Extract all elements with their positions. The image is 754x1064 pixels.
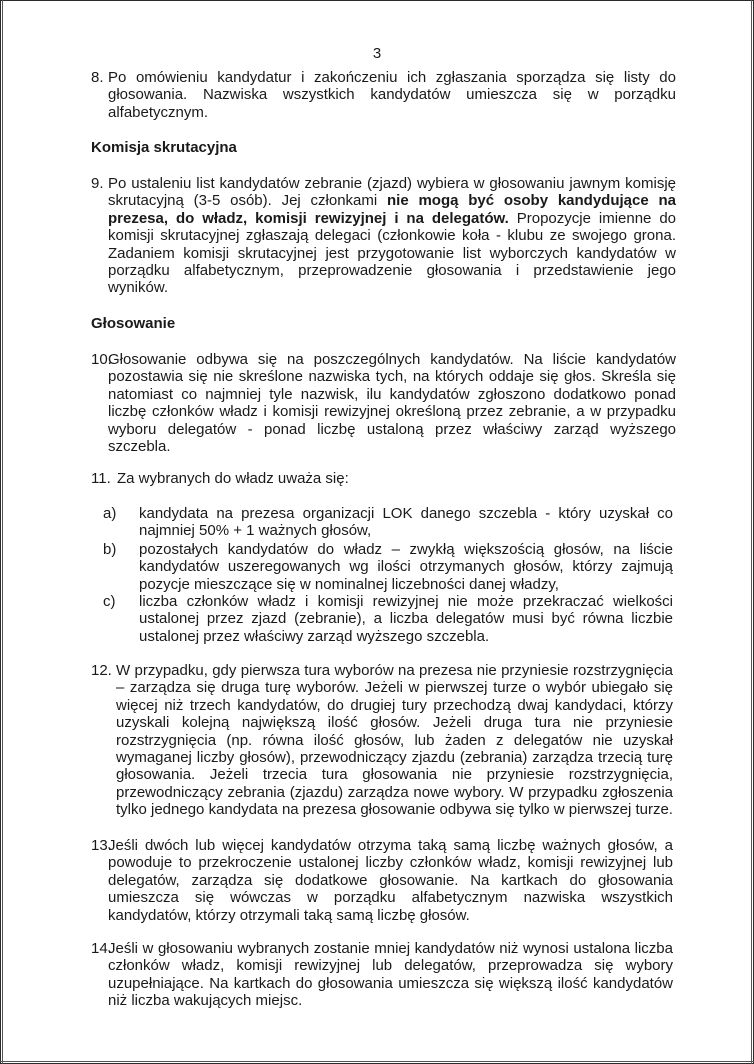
paragraph-13: Jeśli dwóch lub więcej kandydatów otrzyma taką samą liczbę ważnych głosów, a powoduje to przekroczenie ustalonej liczby członków władz, komisji rewizyjnej lub delegatów, zarządza się dodatkowe głosowanie. Na kartkach do głosowania umieszcza się wówczas w porządku alfabetycznym nazwiska wszystkich kandydatów, którzy otrzymali taką samą liczbę głosów.: [108, 837, 673, 924]
paragraph-9-text-b: Propozycje imienne do komisji skrutacyjnej zgłaszają delegaci (członkowie koła - klubu ze swojego grona. Zadaniem komisji skrutacyjnej jest przygotowanie list wyborczych kandydatów w porządku alfabetycznym, przeprowadzenie głosowania i przedstawienie jego wyników.: [108, 209, 677, 297]
paragraph-9-text-a: Po ustaleniu list kandydatów zebranie (zjazd) wybiera w głosowaniu jawnym komisję skrutacyjną (3-5 osób). Jej członkami: [108, 175, 676, 210]
paragraph-10: Głosowanie odbywa się na poszczególnych kandydatów. Na liście kandydatów pozostawia się nie skreślone nazwiska tych, na których oddaje się głos. Skreśla się natomiast co najmniej tyle nazwisk, ilu kandydatów zgłoszono dodatkowo ponad liczbę członków władz i komisji rewizyjnej określoną przez zebranie, a w przypadku wyboru delegatów - ponad liczbę ustaloną przez właściwy zarząd wyższego szczebla.: [108, 351, 676, 456]
list-marker-c: c): [103, 593, 116, 610]
list-marker-b: b): [103, 541, 117, 558]
item-number-14: 14.: [91, 940, 112, 957]
heading-glosowanie: Głosowanie: [91, 315, 176, 332]
item-number-8: 8.: [91, 69, 104, 86]
list-marker-a: a): [103, 505, 117, 522]
paragraph-11: Za wybranych do władz uważa się:: [117, 470, 349, 487]
item-number-12: 12.: [91, 662, 112, 679]
item-number-9: 9.: [91, 175, 104, 192]
paragraph-9-bold: nie mogą być osoby kandydujące na prezesa, do władz, komisji rewizyjnej i na delegatów.: [108, 192, 676, 227]
item-number-11: 11.: [91, 470, 111, 487]
list-item-b: pozostałych kandydatów do władz – zwykłą większością głosów, na liście kandydatów uszeregowanych wg ilości otrzymanych głosów, którzy zajmują pozycje mieszczące się w nominalnej liczebności danej władzy,: [139, 541, 673, 593]
page-edge-bottom: [0, 1061, 754, 1062]
page-number: 3: [372, 45, 382, 62]
page-edge-left: [2, 0, 3, 1064]
paragraph-9: [108, 175, 676, 297]
list-item-c: liczba członków władz i komisji rewizyjnej nie może przekraczać wielkości ustalonej przez zjazd (zebranie), a liczba delegatów musi być równa liczbie ustalonej przez właściwy zarząd wyższego szczebla.: [139, 593, 673, 645]
item-number-10: 10.: [91, 351, 112, 368]
page-edge-right: [751, 0, 752, 1064]
paragraph-12: W przypadku, gdy pierwsza tura wyborów na prezesa nie przyniesie rozstrzygnięcia – zarządza się druga turę wyborów. Jeżeli w pierwszej turze o wybór ubiegało się więcej niż trzech kandydatów, do drugiej tury przechodzą dwaj kandydaci, którzy uzyskali kolejną największą ilość głosów. Jeżeli druga tura nie przyniesie rozstrzygnięcia (np. równa ilość głosów, lub żaden z delegatów nie uzyskał wymaganej liczby głosów), przewodniczący zjazdu (zebrania) zarządza trzecią turę głosowania. Jeżeli trzecia tura głosowania nie przyniesie rozstrzygnięcia, przewodniczący zebrania (zjazdu) zarządza nowe wybory. W przypadku zgłoszenia tylko jednego kandydata na prezesa głosowanie odbywa się tylko w pierwszej turze.: [116, 662, 673, 819]
list-item-a: kandydata na prezesa organizacji LOK danego szczebla - który uzyskał co najmniej 50% + 1 ważnych głosów,: [139, 505, 673, 540]
heading-komisja-skrutacyjna: Komisja skrutacyjna: [91, 139, 237, 156]
item-number-13: 13.: [91, 837, 112, 854]
paragraph-14: Jeśli w głosowaniu wybranych zostanie mniej kandydatów niż wynosi ustalona liczba członków władz, komisji rewizyjnej lub delegatów, przeprowadza się wybory uzupełniające. Na kartkach do głosowania umieszcza się większą ilość kandydatów niż liczba wakujących miejsc.: [108, 940, 673, 1010]
paragraph-8: Po omówieniu kandydatur i zakończeniu ich zgłaszania sporządza się listy do głosowania. Nazwiska wszystkich kandydatów umieszcza się w porządku alfabetycznym.: [108, 69, 676, 121]
